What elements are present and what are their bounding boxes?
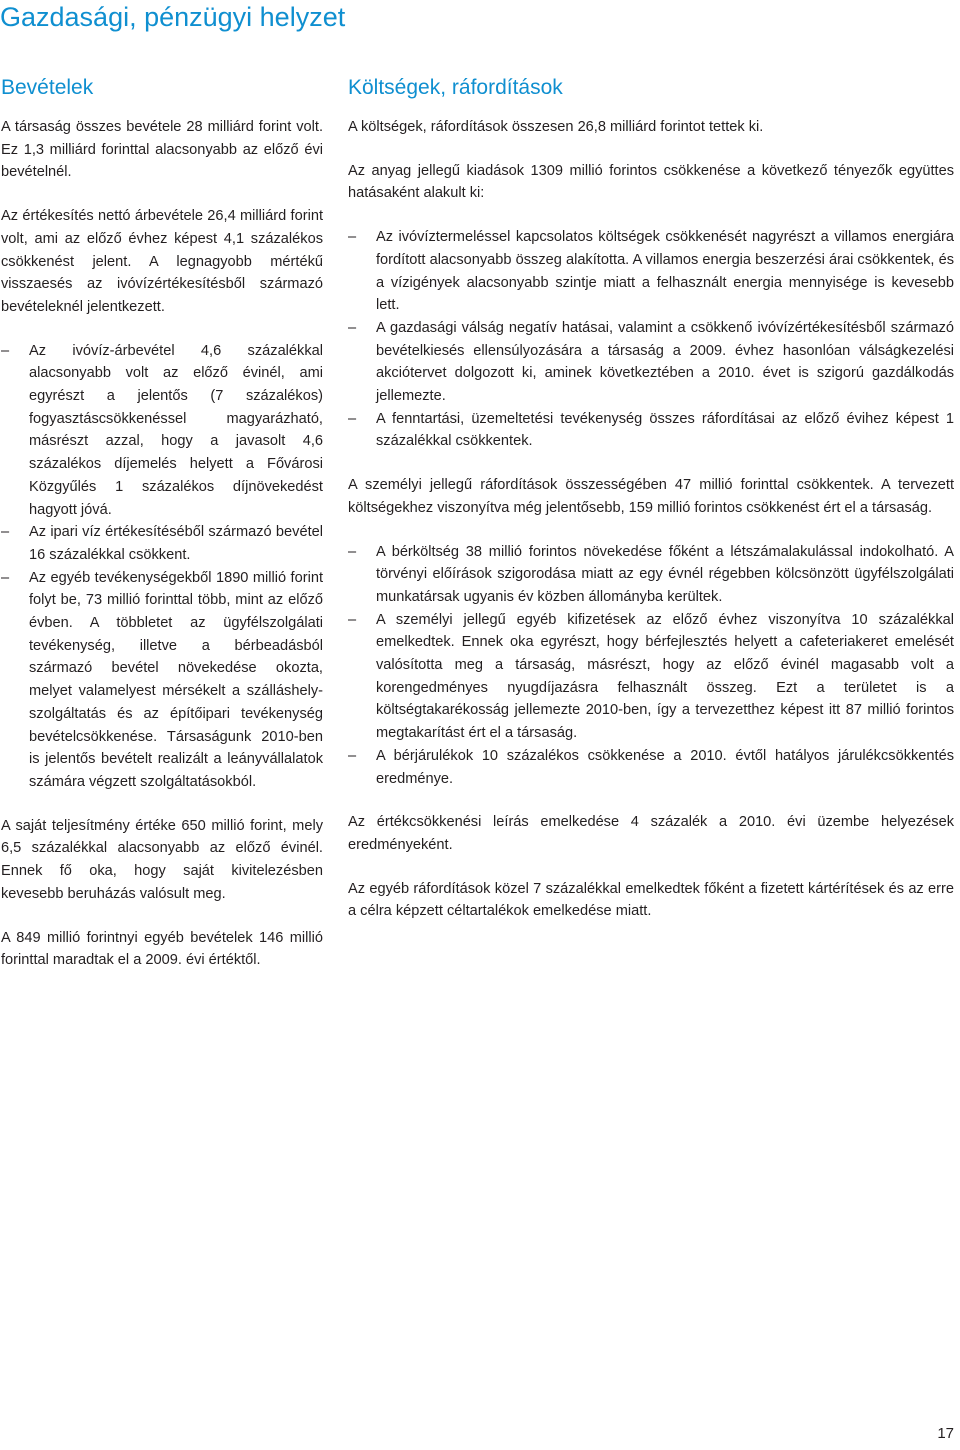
material-costs-paragraph: Az anyag jellegű kiadások 1309 millió forintos csökkenése a következő tényezők együttes hatásaként alakult ki: <box>348 162 954 202</box>
revenue-list <box>1 340 323 794</box>
personnel-costs-list <box>348 541 954 791</box>
dash-bullet: – <box>348 611 357 628</box>
list-item-text: Az ipari víz értékesítéséből származó bevétel 16 százalékkal csökkent. <box>29 524 323 563</box>
revenue-column <box>1 74 323 993</box>
list-item-text: A bérjárulékok 10 százalékos csökkenése a 2010. évtől hatályos járulékcsökkentés eredménye. <box>376 747 954 787</box>
page-number: 17 <box>937 1425 954 1442</box>
dash-bullet: – <box>348 747 357 764</box>
dash-bullet: – <box>348 319 357 336</box>
other-revenue-paragraph: A 849 millió forintnyi egyéb bevételek 146 millió forinttal maradtak el a 2009. évi értéktől. <box>1 929 323 969</box>
list-item-text: A fenntartási, üzemeltetési tevékenység összes ráfordításai az előző évihez képest 1 százalékkal csökkentek. <box>376 410 954 450</box>
list-item-text: A személyi jellegű egyéb kifizetések az előző évhez viszonyítva 10 százalékkal emelkedtek. Ennek oka egyrészt, hogy bérfejlesztés helyett a cafeteriakeret emelését valósította meg a társaság, másrészt, hogy az előző évinél magasabb volt a korengedményes nyugdíjazásra felhasznált összeg. Ezt a területet is a költségtakarékosság jellemezte 2010-ben, így a tervezetthez képest itt 87 millió forintos megtakarítást ért el a társaság. <box>376 611 954 742</box>
material-costs-list <box>348 226 954 453</box>
own-performance-paragraph: A saját teljesítmény értéke 650 millió forint, mely 6,5 százalékkal alacsonyabb az előző évinél. Ennek fő oka, hogy saját kivitelezésben kevesebb beruházás valósult meg. <box>1 817 323 902</box>
list-item-text: Az ivóvíztermeléssel kapcsolatos költségek csökkenését nagyrészt a villamos energiára fordított alacsonyabb összeg alakította. A villamos energia beszerzési árai csökkentek, és a vízigények alacsonyabb szintje miatt a felhasznált energia mennyisége is kevesebb lett. <box>376 229 954 314</box>
costs-total-paragraph: A költségek, ráfordítások összesen 26,8 milliárd forintot tettek ki. <box>348 119 764 135</box>
personnel-costs-paragraph: A személyi jellegű ráfordítások összességében 47 millió forinttal csökkentek. A tervezett költségekhez viszonyítva még jelentősebb, 159 millió forintos csökkenést ért el a társaság. <box>348 477 954 516</box>
list-item <box>348 226 954 317</box>
list-item <box>348 317 954 408</box>
costs-column <box>348 74 954 944</box>
list-item-text: Az egyéb tevékenységekből 1890 millió forint folyt be, 73 millió forinttal több, mint az előző évben. A többletet az ügyfélszolgálati tevékenység, illetve a bérbeadásból származó bevétel növekedése okozta, melyet valamelyest mérsékelt a szálláshely-szolgáltatás és az építőipari tevékenység bevételcsökkenése. Társaságunk 2010-ben is jelentős bevételt realizált a leányvállalatok számára végzett szolgáltatásokból. <box>29 569 323 790</box>
list-item <box>348 745 954 790</box>
dash-bullet: – <box>1 524 10 541</box>
depreciation-paragraph: Az értékcsökkenési leírás emelkedése 4 százalék a 2010. évi üzembe helyezések eredményeként. <box>348 814 954 853</box>
list-item <box>1 340 323 522</box>
dash-bullet: – <box>1 569 10 586</box>
list-item <box>1 521 323 566</box>
page-title: Gazdasági, pénzügyi helyzet <box>0 2 346 32</box>
list-item <box>348 609 954 745</box>
revenue-heading: Bevételek <box>1 76 94 99</box>
other-expenses-paragraph: Az egyéb ráfordítások közel 7 százalékkal emelkedtek főként a fizetett kártérítések és az erre a célra képzett céltartalékok emelkedése miatt. <box>348 880 954 920</box>
dash-bullet: – <box>348 410 357 427</box>
list-item-text: A bérköltség 38 millió forintos növekedése főként a létszámalakulással indokolható. A törvényi előírások szigorodása miatt az egy évnél régebben kölcsönzött ügyfélszolgálati munkatársak ugyanis év közben állományba kerültek. <box>376 543 954 605</box>
list-item <box>348 408 954 453</box>
net-sales-paragraph: Az értékesítés nettó árbevétele 26,4 milliárd forint volt, ami az előző évhez képest 4,1 százalékos csökkenést jelent. A legnagyobb mértékű visszaesés az ivóvízértékesítésből származó bevételeknél jelentkezett. <box>1 208 323 315</box>
list-item <box>1 567 323 794</box>
dash-bullet: – <box>348 543 357 560</box>
list-item-text: Az ivóvíz-árbevétel 4,6 százalékkal alacsonyabb volt az előző évinél, ami egyrészt a jelentős (7 százalékos) fogyasztáscsökkenéssel magyarázható, másrészt azzal, hogy a javasolt 4,6 százalékos díjemelés helyett a Fővárosi Közgyűlés 1 százalékos díjnövekedést hagyott jóvá. <box>29 342 323 518</box>
revenue-total-paragraph: A társaság összes bevétele 28 milliárd forint volt. Ez 1,3 milliárd forinttal alacsonyabb az előző évi bevételnél. <box>1 119 323 181</box>
list-item <box>348 541 954 609</box>
list-item-text: A gazdasági válság negatív hatásai, valamint a csökkenő ivóvízértékesítésből származó bevételkiesés ellensúlyozására a társaság a 2009. évhez hasonlóan válságkezelési akciótervet dolgozott ki, aminek következtében a 2010. évet is szigorú gazdálkodás jellemezte. <box>376 319 954 405</box>
dash-bullet: – <box>348 229 357 246</box>
dash-bullet: – <box>1 342 10 359</box>
costs-heading: Költségek, ráfordítások <box>348 76 563 99</box>
